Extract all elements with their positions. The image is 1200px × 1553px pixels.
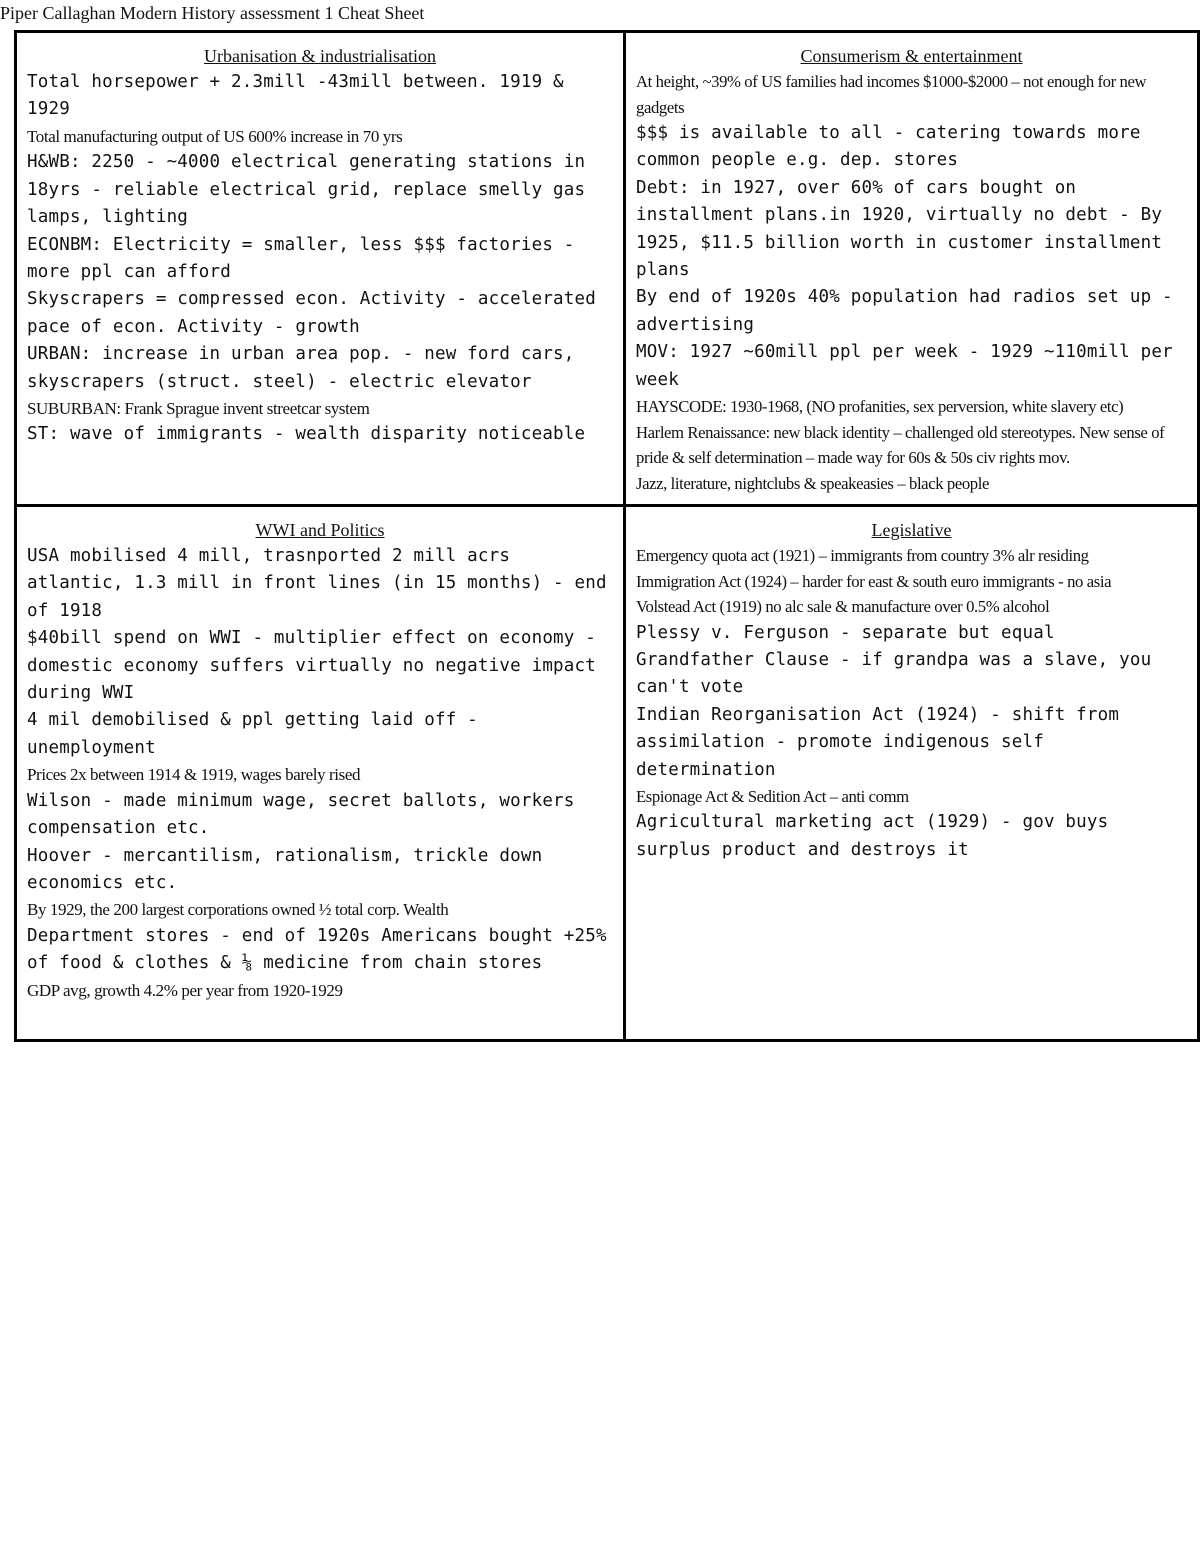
note-item: At height, ~39% of US families had incomes $1000-$2000 – not enough for new gadgets: [636, 72, 1147, 117]
note-item: Department stores - end of 1920s Americans bought +25% of food & clothes & ⅛ medicine from chain stores: [27, 925, 607, 974]
section-heading: WWI and Politics: [255, 520, 385, 540]
section-legislative: [625, 506, 1199, 1041]
note-item: USA mobilised 4 mill, trasnported 2 mill acrs atlantic, 1.3 mill in front lines (in 15 months) - end of 1918: [27, 546, 607, 621]
note-item: Emergency quota act (1921) – immigrants from country 3% alr residing: [636, 546, 1089, 565]
note-item: Plessy v. Ferguson - separate but equal: [636, 622, 1055, 643]
note-item: Jazz, literature, nightclubs & speakeasies – black people: [636, 473, 989, 493]
note-item: $$$ is available to all - catering towards more common people e.g. dep. stores: [636, 123, 1141, 171]
note-item: Immigration Act (1924) – harder for east & south euro immigrants - no asia: [636, 571, 1112, 591]
note-item: Indian Reorganisation Act (1924) - shift from assimilation - promote indigenous self determination: [636, 704, 1120, 780]
section-heading: Urbanisation & industrialisation: [204, 46, 436, 66]
note-item: Harlem Renaissance: new black identity – challenged old stereotypes. New sense of pride & self determination – made way for 60s & 50s civ rights mov.: [636, 422, 1165, 468]
note-item: 4 mil demobilised & ppl getting laid off - unemployment: [27, 710, 478, 758]
section-heading: Legislative: [871, 520, 952, 540]
note-item: HAYSCODE: 1930-1968, (NO profanities, sex perversion, white slavery etc): [636, 397, 1124, 417]
note-item: By end of 1920s 40% population had radios set up - advertising: [636, 287, 1173, 335]
note-item: Grandfather Clause - if grandpa was a slave, you can't vote: [636, 649, 1152, 698]
note-item: Volstead Act (1919) no alc sale & manufacture over 0.5% alcohol: [636, 597, 1050, 616]
note-item: Total horsepower + 2.3mill -43mill between. 1919 & 1929: [27, 72, 564, 120]
note-item: Debt: in 1927, over 60% of cars bought on installment plans.in 1920, virtually no debt - By 1925, $11.5 billion worth in customer installment plans: [636, 177, 1163, 281]
note-item: GDP avg, growth 4.2% per year from 1920-1929: [27, 980, 343, 1000]
note-item: $40bill spend on WWI - multiplier effect on economy - domestic economy suffers virtually no negative impact during WWI: [27, 628, 597, 704]
note-item: Prices 2x between 1914 & 1919, wages barely rised: [27, 765, 361, 785]
note-item: MOV: 1927 ~60mill ppl per week - 1929 ~110mill per week: [636, 342, 1173, 390]
note-item: ECONBM: Electricity = smaller, less $$$ factories - more ppl can afford: [27, 234, 575, 282]
section-heading: Consumerism & entertainment: [800, 46, 1023, 66]
cheat-sheet-table: [14, 30, 1200, 1042]
note-item: H&WB: 2250 - ~4000 electrical generating stations in 18yrs - reliable electrical grid, replace smelly gas lamps, lighting: [27, 152, 586, 228]
section-consumerism: [625, 32, 1199, 506]
note-item: URBAN: increase in urban area pop. - new ford cars, skyscrapers (struct. steel) - electric elevator: [27, 344, 575, 392]
table-row: [16, 32, 1199, 506]
note-item: Agricultural marketing act (1929) - gov buys surplus product and destroys it: [636, 812, 1109, 860]
note-item: By 1929, the 200 largest corporations owned ½ total corp. Wealth: [27, 900, 449, 920]
table-row: [16, 506, 1199, 1041]
note-item: Espionage Act & Sedition Act – anti comm: [636, 786, 909, 806]
document-title: Piper Callaghan Modern History assessment 1 Cheat Sheet: [0, 3, 425, 23]
note-item: Hoover - mercantilism, rationalism, trickle down economics etc.: [27, 845, 543, 893]
note-item: SUBURBAN: Frank Sprague invent streetcar system: [27, 398, 370, 418]
section-wwi-politics: [16, 506, 625, 1041]
note-item: Total manufacturing output of US 600% increase in 70 yrs: [27, 126, 403, 146]
section-urbanisation: [16, 32, 625, 506]
note-item: Wilson - made minimum wage, secret ballots, workers compensation etc.: [27, 790, 575, 839]
note-item: ST: wave of immigrants - wealth disparity noticeable: [27, 424, 586, 445]
note-item: Skyscrapers = compressed econ. Activity - accelerated pace of econ. Activity - growth: [27, 289, 597, 337]
